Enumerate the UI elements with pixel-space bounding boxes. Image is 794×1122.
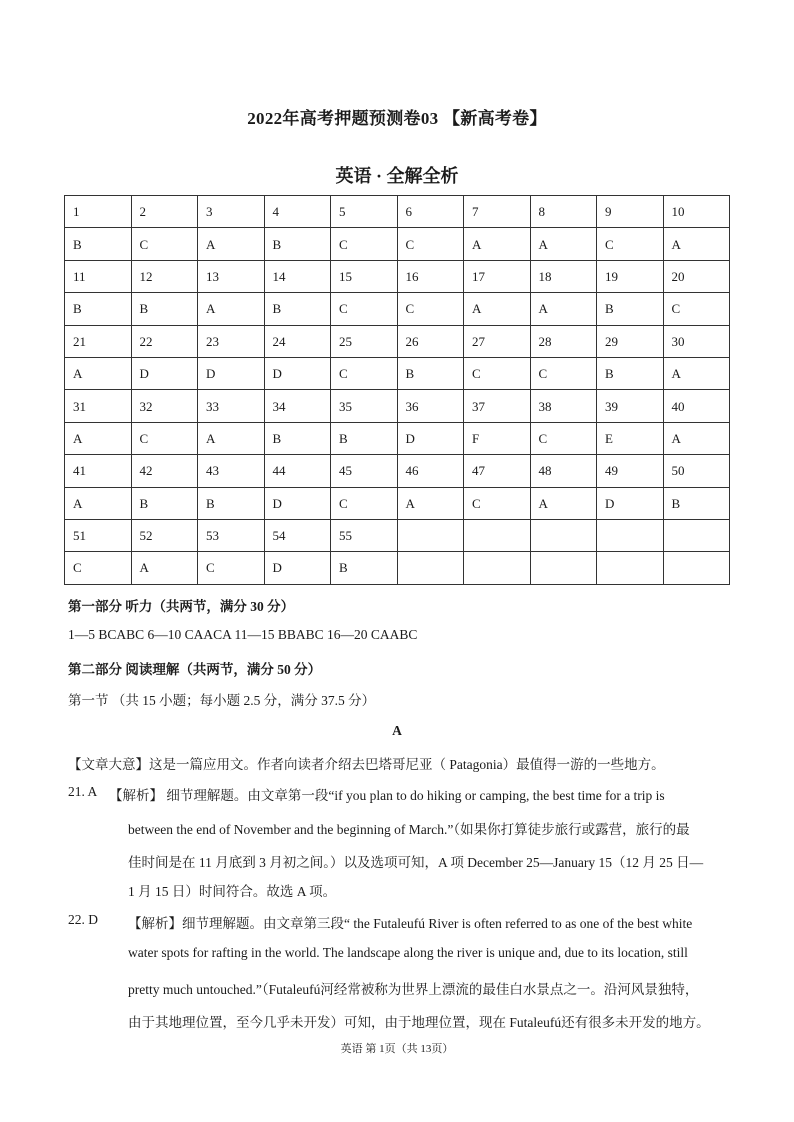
table-cell: B — [597, 357, 664, 389]
table-cell: A — [663, 357, 730, 389]
table-cell: 17 — [464, 260, 531, 292]
table-cell: 49 — [597, 455, 664, 487]
table-cell: A — [663, 228, 730, 260]
table-cell — [663, 552, 730, 584]
table-cell: 38 — [530, 390, 597, 422]
table-cell — [663, 519, 730, 551]
table-cell: E — [597, 422, 664, 454]
table-cell: B — [131, 487, 198, 519]
table-cell: B — [663, 487, 730, 519]
table-cell: 30 — [663, 325, 730, 357]
table-cell: 19 — [597, 260, 664, 292]
table-cell: 23 — [198, 325, 265, 357]
table-cell: 20 — [663, 260, 730, 292]
table-cell: 9 — [597, 196, 664, 228]
table-cell: D — [264, 487, 331, 519]
table-cell: 18 — [530, 260, 597, 292]
table-cell: 15 — [331, 260, 398, 292]
table-cell: B — [65, 228, 132, 260]
table-cell: A — [198, 293, 265, 325]
q22-line-1: 【解析】细节理解题。由文章第三段“ the Futaleufú River is often referred to as one of the best white — [128, 916, 693, 931]
table-cell: D — [397, 422, 464, 454]
table-row-numbers — [65, 519, 730, 551]
table-cell — [597, 552, 664, 584]
table-cell: 10 — [663, 196, 730, 228]
table-cell: 36 — [397, 390, 464, 422]
table-cell: A — [198, 422, 265, 454]
table-cell: 25 — [331, 325, 398, 357]
table-row-numbers — [65, 390, 730, 422]
table-cell: 24 — [264, 325, 331, 357]
table-cell: 46 — [397, 455, 464, 487]
table-cell: A — [464, 293, 531, 325]
table-cell: 44 — [264, 455, 331, 487]
answer-table — [64, 195, 730, 585]
table-cell: 42 — [131, 455, 198, 487]
table-cell: 21 — [65, 325, 132, 357]
page-title: 2022年高考押题预测卷03 【新高考卷】 — [247, 109, 547, 128]
table-cell: B — [65, 293, 132, 325]
q22-line-2: water spots for rafting in the world. The landscape along the river is unique and, due to its location, still — [128, 945, 688, 960]
table-cell: C — [331, 228, 398, 260]
table-cell: 53 — [198, 519, 265, 551]
table-cell: A — [663, 422, 730, 454]
table-row-answers — [65, 487, 730, 519]
table-cell: C — [397, 228, 464, 260]
table-cell: F — [464, 422, 531, 454]
table-cell: 29 — [597, 325, 664, 357]
table-cell: 11 — [65, 260, 132, 292]
table-cell: 35 — [331, 390, 398, 422]
table-cell: 16 — [397, 260, 464, 292]
table-cell — [530, 552, 597, 584]
q21-line-2: between the end of November and the beginning of March.”（如果你打算徒步旅行或露营，旅行的最 — [128, 822, 690, 837]
q22-line-4: 由于其地理位置，至今几乎未开发）可知，由于地理位置，现在 Futaleufú还有很多未开发的地方。 — [128, 1015, 710, 1030]
table-cell: C — [663, 293, 730, 325]
table-cell: C — [464, 357, 531, 389]
table-cell: D — [131, 357, 198, 389]
table-cell — [464, 552, 531, 584]
table-cell: B — [331, 422, 398, 454]
table-cell: 8 — [530, 196, 597, 228]
table-row-numbers — [65, 196, 730, 228]
table-cell: A — [131, 552, 198, 584]
table-cell: A — [530, 293, 597, 325]
table-cell: 43 — [198, 455, 265, 487]
table-cell: 13 — [198, 260, 265, 292]
table-cell: 14 — [264, 260, 331, 292]
table-cell: D — [198, 357, 265, 389]
part1-answers: 1—5 BCABC 6—10 CAACA 11—15 BBABC 16—20 CAABC — [68, 627, 418, 642]
table-cell: C — [530, 357, 597, 389]
part2-heading: 第二部分 阅读理解（共两节，满分 50 分） — [68, 662, 322, 677]
table-cell: A — [530, 487, 597, 519]
table-cell: B — [597, 293, 664, 325]
table-cell: C — [331, 487, 398, 519]
page-footer: 英语 第 1页（共 13页） — [340, 1043, 454, 1055]
table-row-answers — [65, 357, 730, 389]
table-cell: 32 — [131, 390, 198, 422]
table-cell: 1 — [65, 196, 132, 228]
table-row-numbers — [65, 325, 730, 357]
table-cell: 12 — [131, 260, 198, 292]
table-cell: A — [65, 357, 132, 389]
table-cell: C — [530, 422, 597, 454]
table-cell: 45 — [331, 455, 398, 487]
table-cell: B — [331, 552, 398, 584]
table-cell: C — [65, 552, 132, 584]
passage-label: A — [392, 723, 402, 738]
table-cell — [464, 519, 531, 551]
table-cell: 52 — [131, 519, 198, 551]
q21-line-4: 1 月 15 日）时间符合。故选 A 项。 — [128, 884, 337, 899]
table-row-answers — [65, 293, 730, 325]
table-cell: 39 — [597, 390, 664, 422]
table-cell: C — [131, 422, 198, 454]
table-row-numbers — [65, 455, 730, 487]
section1-heading: 第一节 （共 15 小题；每小题 2.5 分，满分 37.5 分） — [68, 693, 376, 708]
table-cell: 27 — [464, 325, 531, 357]
table-cell: B — [264, 228, 331, 260]
table-cell: A — [65, 487, 132, 519]
table-cell: 2 — [131, 196, 198, 228]
table-cell: 34 — [264, 390, 331, 422]
table-cell: 55 — [331, 519, 398, 551]
table-cell — [397, 519, 464, 551]
table-cell: 22 — [131, 325, 198, 357]
table-cell: 47 — [464, 455, 531, 487]
table-cell: C — [397, 293, 464, 325]
table-cell: C — [331, 293, 398, 325]
table-cell: 41 — [65, 455, 132, 487]
table-cell: 50 — [663, 455, 730, 487]
table-cell: 3 — [198, 196, 265, 228]
table-cell: 48 — [530, 455, 597, 487]
table-cell: C — [198, 552, 265, 584]
table-cell: 5 — [331, 196, 398, 228]
table-cell: 37 — [464, 390, 531, 422]
table-cell: 51 — [65, 519, 132, 551]
table-cell — [597, 519, 664, 551]
table-cell: 31 — [65, 390, 132, 422]
table-cell: B — [264, 293, 331, 325]
q21-label: 21. A — [68, 784, 98, 799]
q21-line-3: 佳时间是在 11 月底到 3 月初之间。）以及选项可知，A 项 December 25—January 15（12 月 25 日— — [128, 855, 704, 870]
table-cell — [530, 519, 597, 551]
table-cell: A — [65, 422, 132, 454]
table-row-answers — [65, 552, 730, 584]
table-cell: C — [597, 228, 664, 260]
table-cell: 6 — [397, 196, 464, 228]
table-cell: A — [530, 228, 597, 260]
passage-summary: 【文章大意】这是一篇应用文。作者向读者介绍去巴塔哥尼亚（ Patagonia）最值得一游的一些地方。 — [68, 757, 665, 772]
table-cell: B — [264, 422, 331, 454]
table-cell: D — [597, 487, 664, 519]
table-cell: A — [397, 487, 464, 519]
table-cell: 26 — [397, 325, 464, 357]
q21-line-1: 【解析】 细节理解题。由文章第一段“if you plan to do hiking or camping, the best time for a trip is — [109, 788, 665, 803]
table-row-answers — [65, 422, 730, 454]
table-cell: B — [397, 357, 464, 389]
table-cell: D — [264, 552, 331, 584]
table-row-numbers — [65, 260, 730, 292]
part1-heading: 第一部分 听力（共两节，满分 30 分） — [68, 599, 295, 614]
table-cell: 54 — [264, 519, 331, 551]
table-cell: C — [464, 487, 531, 519]
table-cell: 28 — [530, 325, 597, 357]
table-cell: C — [331, 357, 398, 389]
table-cell: 33 — [198, 390, 265, 422]
table-cell: 7 — [464, 196, 531, 228]
table-cell: B — [198, 487, 265, 519]
table-cell: B — [131, 293, 198, 325]
table-cell: C — [131, 228, 198, 260]
q22-label: 22. D — [68, 912, 98, 927]
table-cell: A — [198, 228, 265, 260]
table-row-answers — [65, 228, 730, 260]
table-cell: 40 — [663, 390, 730, 422]
table-cell: D — [264, 357, 331, 389]
table-cell: 4 — [264, 196, 331, 228]
table-cell: A — [464, 228, 531, 260]
table-cell — [397, 552, 464, 584]
q22-line-3: pretty much untouched.”（Futaleufú河经常被称为世界上漂流的最佳白水景点之一。沿河风景独特， — [128, 982, 699, 997]
page-subtitle: 英语 · 全解全析 — [335, 166, 459, 186]
